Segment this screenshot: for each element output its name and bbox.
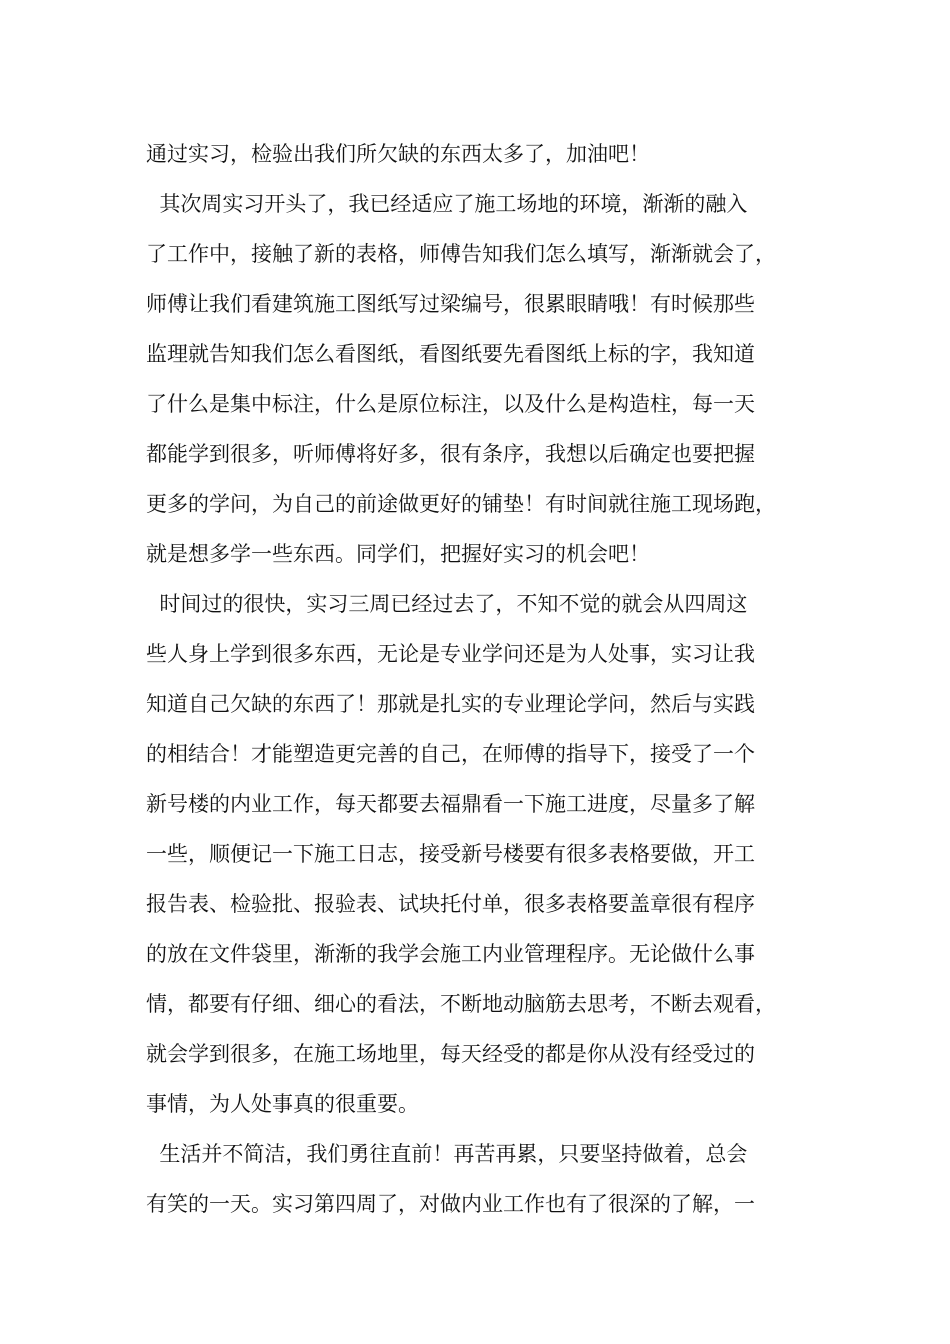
text-line: 了什么是集中标注，什么是原位标注，以及什么是构造柱，每一天 <box>146 392 755 416</box>
text-line: 知道自己欠缺的东西了！那就是扎实的专业理论学问，然后与实践 <box>146 692 755 716</box>
text-line: 师傅让我们看建筑施工图纸写过梁编号，很累眼睛哦！有时候那些 <box>146 292 755 316</box>
text-line: 有笑的一天。实习第四周了，对做内业工作也有了很深的了解，一 <box>146 1192 755 1216</box>
text-line: 些人身上学到很多东西，无论是专业学问还是为人处事，实习让我 <box>146 642 755 666</box>
text-line: 更多的学问，为自己的前途做更好的铺垫！有时间就往施工现场跑， <box>146 492 776 516</box>
text-line: 时间过的很快，实习三周已经过去了，不知不觉的就会从四周这 <box>146 592 748 616</box>
text-line: 的放在文件袋里，渐渐的我学会施工内业管理程序。无论做什么事 <box>146 942 755 966</box>
text-line: 通过实习，检验出我们所欠缺的东西太多了，加油吧！ <box>146 142 650 166</box>
text-line: 生活并不简洁，我们勇往直前！再苦再累，只要坚持做着，总会 <box>146 1142 748 1166</box>
text-line: 了工作中，接触了新的表格，师傅告知我们怎么填写，渐渐就会了， <box>146 242 776 266</box>
text-line: 新号楼的内业工作，每天都要去福鼎看一下施工进度，尽量多了解 <box>146 792 755 816</box>
text-line: 都能学到很多，听师傅将好多，很有条序，我想以后确定也要把握 <box>146 442 755 466</box>
text-line: 就会学到很多，在施工场地里，每天经受的都是你从没有经受过的 <box>146 1042 755 1066</box>
body-text <box>146 129 826 1229</box>
text-line: 事情，为人处事真的很重要。 <box>146 1092 419 1116</box>
text-line: 一些，顺便记一下施工日志，接受新号楼要有很多表格要做，开工 <box>146 842 755 866</box>
text-line: 情，都要有仔细、细心的看法，不断地动脑筋去思考，不断去观看， <box>146 992 776 1016</box>
text-line: 监理就告知我们怎么看图纸，看图纸要先看图纸上标的字，我知道 <box>146 342 755 366</box>
text-line: 就是想多学一些东西。同学们，把握好实习的机会吧！ <box>146 542 650 566</box>
text-line: 其次周实习开头了，我已经适应了施工场地的环境，渐渐的融入 <box>146 192 748 216</box>
text-line: 报告表、检验批、报验表、试块托付单，很多表格要盖章很有程序 <box>146 892 755 916</box>
text-line: 的相结合！才能塑造更完善的自己，在师傅的指导下，接受了一个 <box>146 742 755 766</box>
